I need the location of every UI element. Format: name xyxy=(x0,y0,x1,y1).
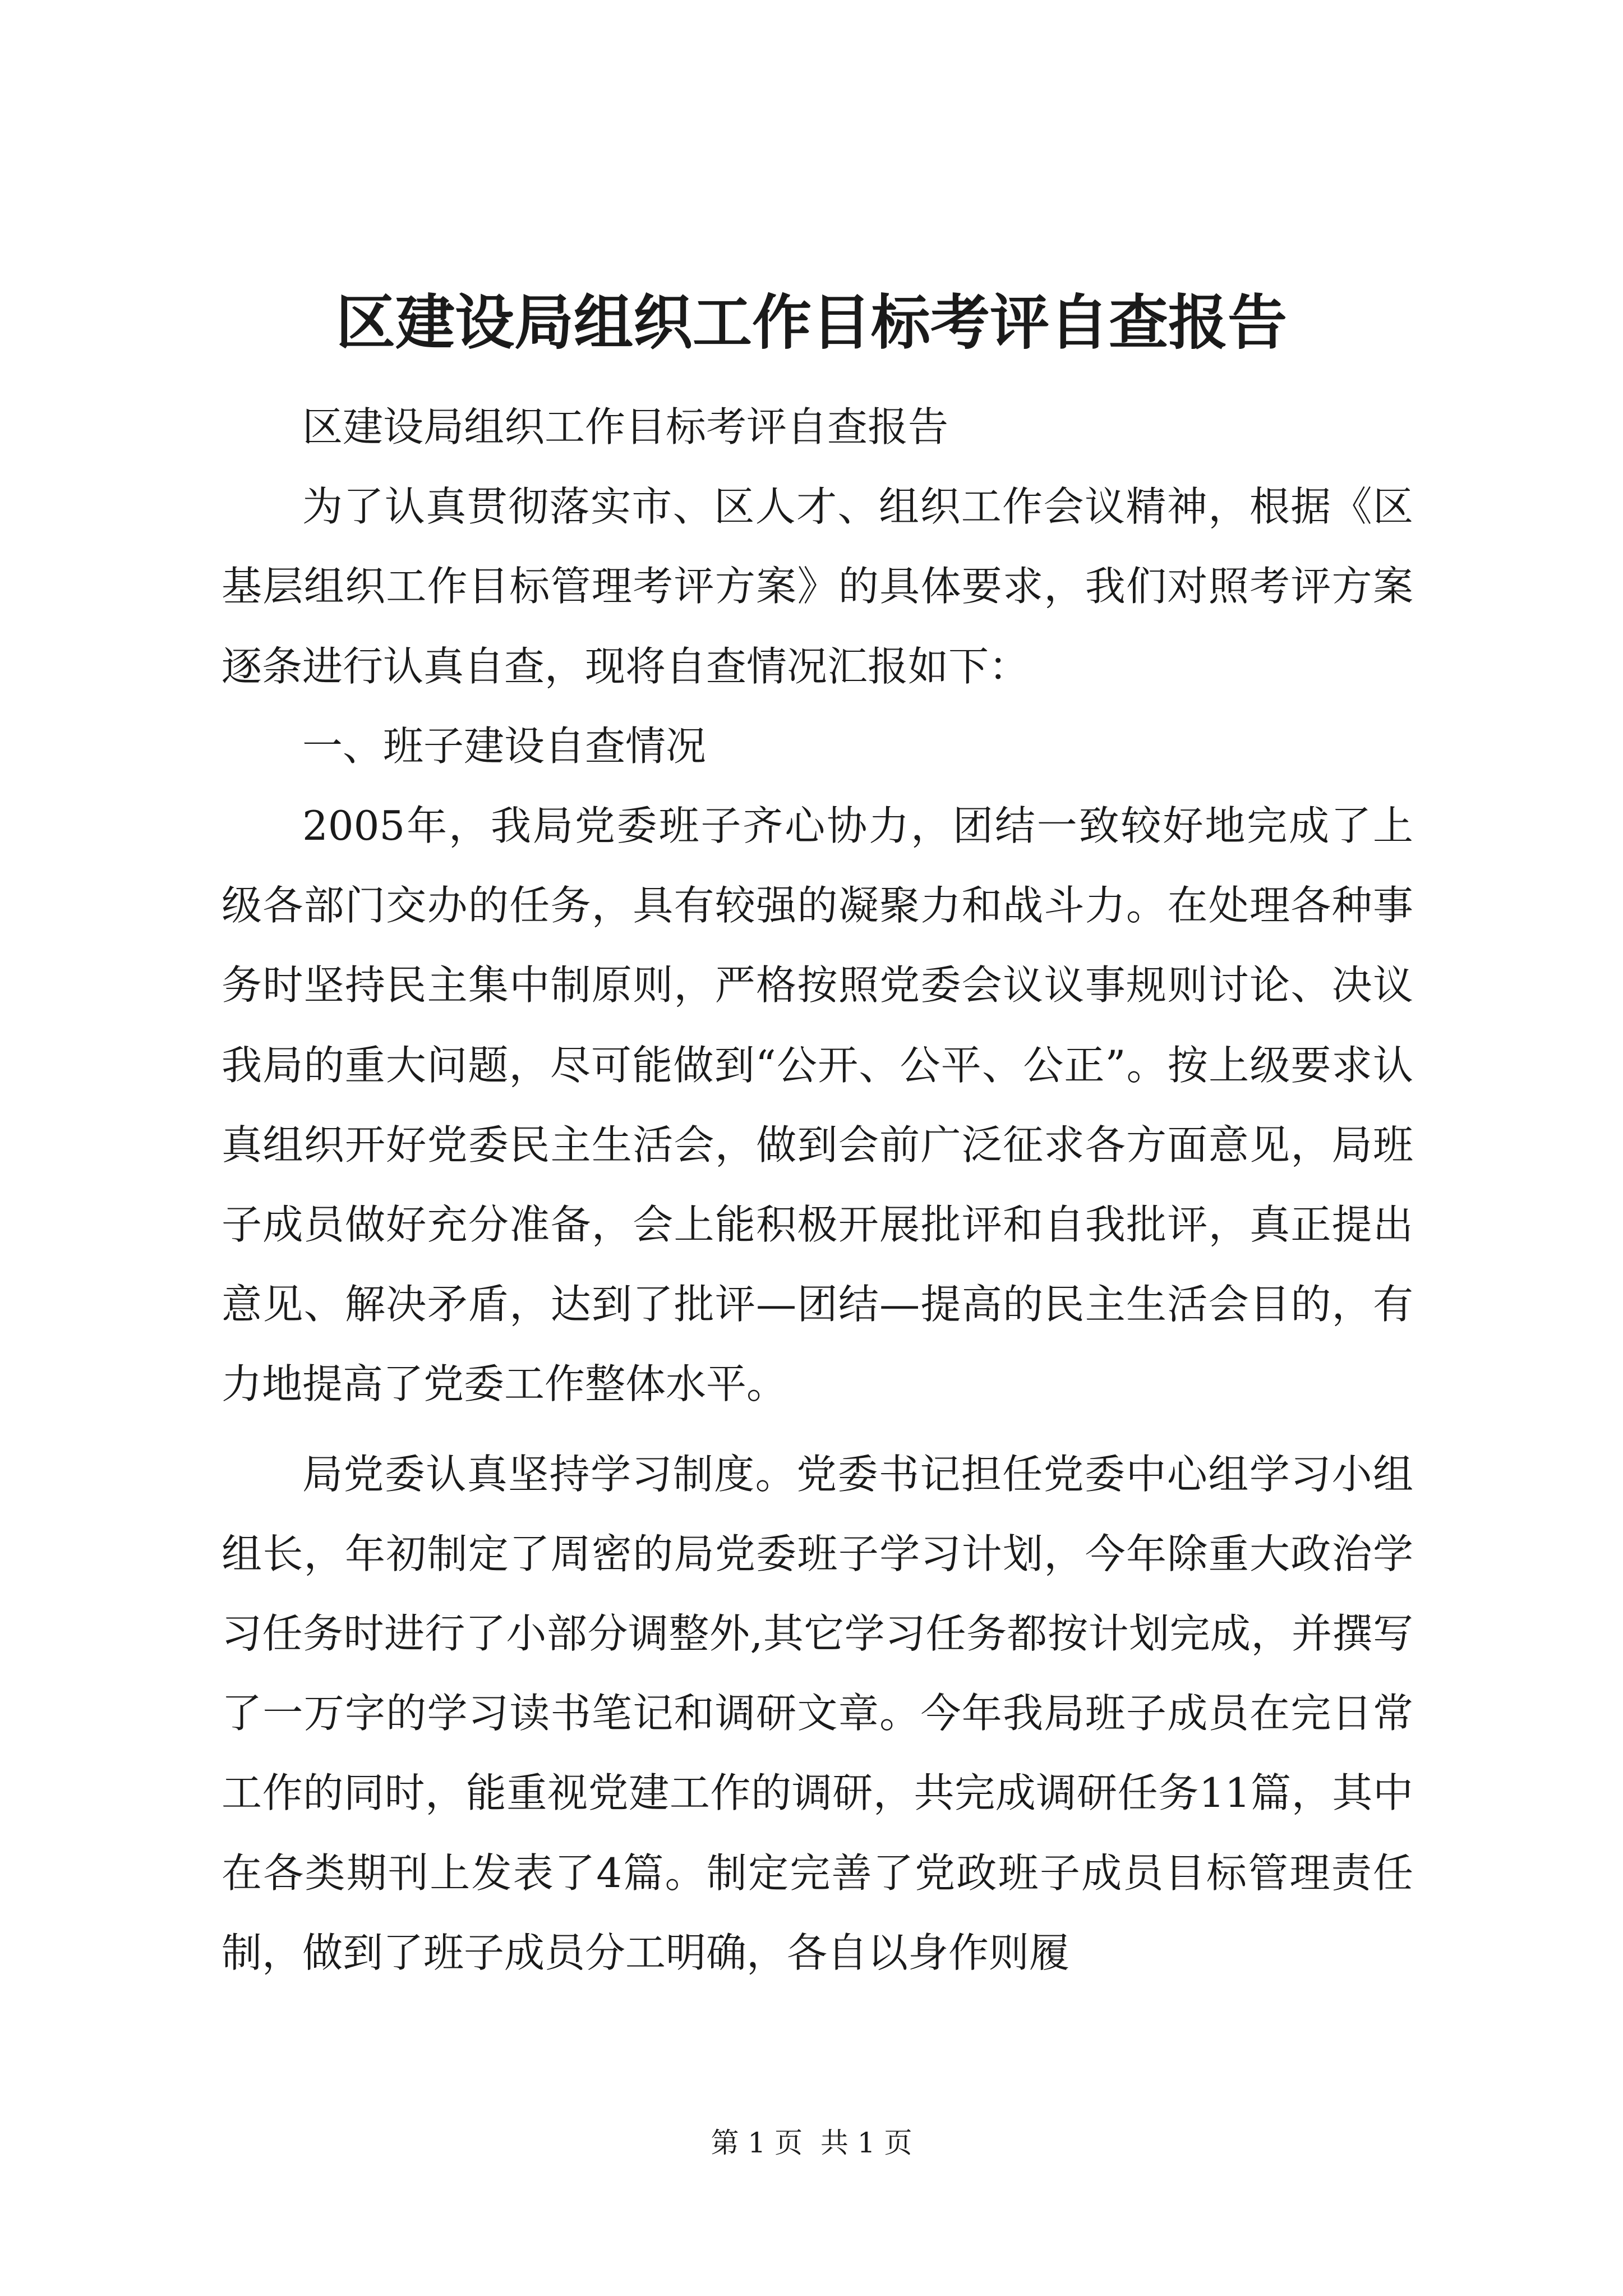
page-number-footer: 第 1 页 共 1 页 xyxy=(711,2127,912,2159)
paragraph-body: 2005年，我局党委班子齐心协力，团结一致较好地完成了上级各部门交办的任务，具有较强的凝聚力和战斗力。在处理各种事务时坚持民主集中制原则，严格按照党委会议议事规则讨论、决议我局的重大问题，尽可能做到“公开、公平、公正”。按上级要求认真组织开好党委民主生活会，做到会前广泛征求各方面意见，局班子成员做好充分准备，会上能积极开展批评和自我批评，真正提出意见、解决矛盾，达到了批评—团结—提高的民主生活会目的，有力地提高了党委工作整体水平。 xyxy=(222,802,1413,1408)
document-body xyxy=(222,387,1413,1993)
paragraph-intro: 为了认真贯彻落实市、区人才、组织工作会议精神，根据《区基层组织工作目标管理考评方案》的具体要求，我们对照考评方案逐条进行认真自查，现将自查情况汇报如下： xyxy=(222,483,1413,690)
document-title: 区建设局组织工作目标考评自查报告 xyxy=(336,287,1287,357)
section-heading: 一、班子建设自查情况 xyxy=(302,722,707,770)
paragraph-body: 局党委认真坚持学习制度。党委书记担任党委中心组学习小组组长，年初制定了周密的局党委班子学习计划，今年除重大政治学习任务时进行了小部分调整外,其它学习任务都按计划完成，并撰写了一万字的学习读书笔记和调研文章。今年我局班子成员在完日常工作的同时，能重视党建工作的调研，共完成调研任务11篇，其中在各类期刊上发表了4篇。制定完善了党政班子成员目标管理责任制，做到了班子成员分工明确，各自以身作则履 xyxy=(222,1450,1413,1976)
paragraph-subtitle: 区建设局组织工作目标考评自查报告 xyxy=(302,403,949,450)
